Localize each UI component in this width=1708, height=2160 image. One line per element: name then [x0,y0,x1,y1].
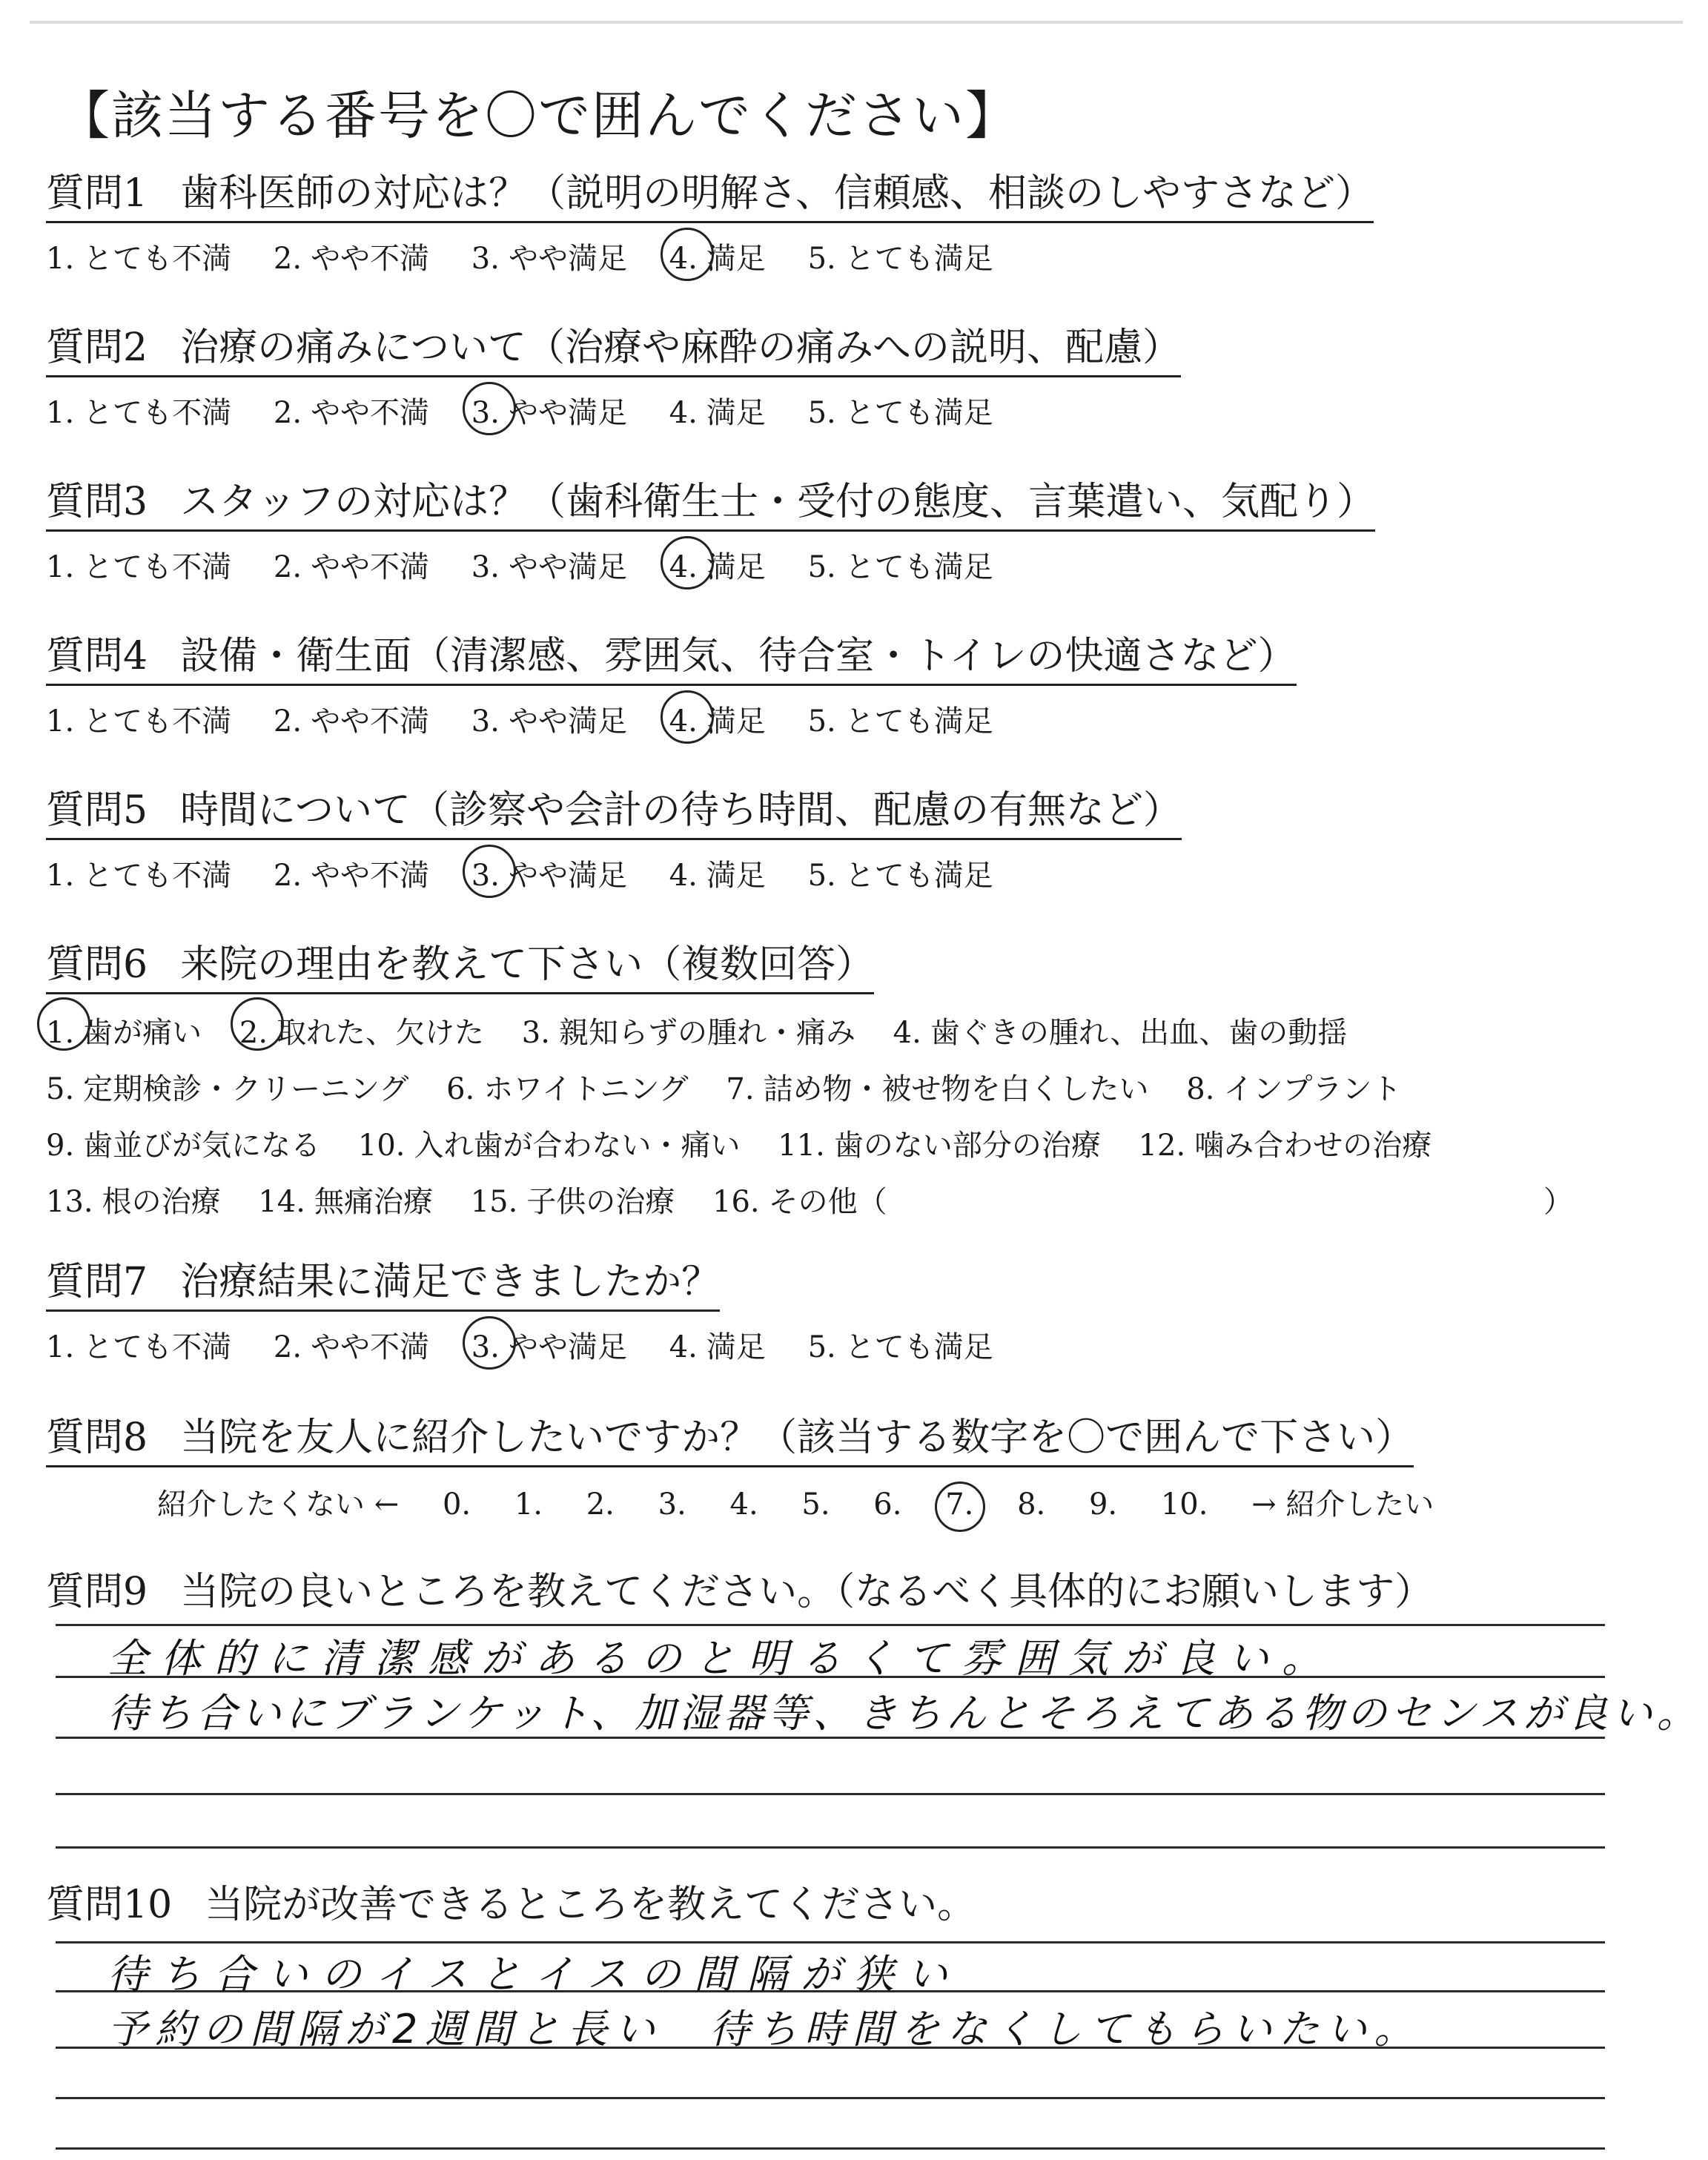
question-text: 設備・衛生面（清潔感、雰囲気、待合室・トイレの快適さなど） [180,634,1297,678]
option-3-circled[interactable]: 3. やや満足 [471,858,627,893]
reason-11[interactable]: 11. 歯のない部分の治療 [778,1128,1101,1163]
option-1[interactable]: 1. とても不満 [46,858,232,893]
question-2-title [46,326,1181,377]
question-label: 質問5 [46,788,148,833]
option-2[interactable]: 2. やや不満 [273,858,430,893]
scale-3[interactable]: 3. [658,1487,686,1522]
option-4-circled[interactable]: 4. 満足 [669,549,766,584]
scale-2[interactable]: 2. [586,1487,615,1522]
question-5-title [46,789,1182,840]
reason-6[interactable]: 6. ホワイトニング [446,1071,689,1106]
question-text: スタッフの対応は？（歯科衛生士・受付の態度、言葉遣い、気配り） [180,480,1376,524]
question-label: 質問7 [46,1260,148,1304]
scale-9[interactable]: 9. [1088,1487,1118,1522]
question-2 [46,326,1181,432]
scale-7-circled[interactable]: 7. [945,1487,974,1522]
question-label: 質問1 [46,171,148,216]
q10-handwritten-line-2: 予約の間隔が2週間と長い 待ち時間をなくしてもらいたい。 [107,2006,1422,2052]
reason-16-other[interactable]: 16. その他（ [712,1184,887,1219]
question-9 [46,1571,1433,1619]
answer-options [46,389,1181,432]
q10-answer-area[interactable] [56,1928,1605,2150]
question-text: 治療結果に満足できましたか？ [180,1260,721,1304]
option-2[interactable]: 2. やや不満 [273,241,430,276]
q9-handwritten-line-2: 待ち合いにブランケット、加湿器等、きちんとそろえてある物のセンスが良い。 [107,1690,1701,1737]
option-1[interactable]: 1. とても不満 [46,704,232,739]
top-rule [30,21,1683,24]
question-7 [46,1261,1026,1366]
reason-row-1 [46,1005,1662,1061]
option-3[interactable]: 3. やや満足 [471,549,627,584]
question-text: 当院を友人に紹介したいですか？（該当する数字を〇で囲んで下さい） [180,1416,1414,1460]
scale-8[interactable]: 8. [1017,1487,1046,1522]
option-5[interactable]: 5. とても満足 [807,241,993,276]
question-8-title [46,1416,1414,1467]
answer-options [46,698,1297,740]
question-9-title [46,1571,1433,1619]
answer-options [46,852,1182,894]
option-5[interactable]: 5. とても満足 [807,395,993,430]
recommend-scale [46,1481,1468,1523]
option-5[interactable]: 5. とても満足 [807,858,993,893]
question-label: 質問8 [46,1416,148,1460]
reason-options [46,1005,1662,1230]
q10-handwritten-line-1: 待ち合いのイスとイスの間隔が狭い [107,1951,961,1998]
reason-13[interactable]: 13. 根の治療 [46,1184,221,1219]
question-10-title [46,1883,976,1932]
option-4-circled[interactable]: 4. 満足 [669,241,766,276]
answer-options [46,544,1375,586]
reason-7[interactable]: 7. 詰め物・被せ物を白くしたい [726,1071,1149,1106]
question-1-title [46,172,1374,223]
option-3[interactable]: 3. やや満足 [471,241,627,276]
option-5[interactable]: 5. とても満足 [807,549,993,584]
answer-line [56,2147,1605,2150]
reason-9[interactable]: 9. 歯並びが気になる [46,1128,321,1163]
question-label: 質問2 [46,326,148,370]
answer-line [56,1793,1605,1795]
question-3 [46,480,1375,586]
option-1[interactable]: 1. とても不満 [46,1330,232,1364]
page-heading: 【該当する番号を〇で囲んでください】 [58,85,1019,146]
question-4 [46,635,1297,740]
option-4[interactable]: 4. 満足 [669,858,766,893]
scale-left-label: 紹介したくない ← [157,1487,400,1522]
reason-row-3 [46,1117,1662,1174]
option-4[interactable]: 4. 満足 [669,1330,766,1364]
reason-15[interactable]: 15. 子供の治療 [470,1184,675,1219]
option-3[interactable]: 3. やや満足 [471,704,627,739]
other-close-paren: ） [1543,1184,1573,1219]
option-2[interactable]: 2. やや不満 [273,704,430,739]
question-label: 質問4 [46,634,148,678]
scale-5[interactable]: 5. [801,1487,830,1522]
question-label: 質問10 [46,1883,173,1927]
reason-row-4 [46,1174,1662,1230]
q9-answer-area[interactable] [56,1616,1701,1869]
scale-1[interactable]: 1. [514,1487,543,1522]
option-3-circled[interactable]: 3. やや満足 [471,395,627,430]
reason-5[interactable]: 5. 定期検診・クリーニング [46,1071,409,1106]
question-6-title [46,943,874,994]
option-2[interactable]: 2. やや不満 [273,1330,430,1364]
question-label: 質問3 [46,480,148,524]
option-4[interactable]: 4. 満足 [669,395,766,430]
option-1[interactable]: 1. とても不満 [46,241,232,276]
option-5[interactable]: 5. とても満足 [807,704,993,739]
question-text: 当院の良いところを教えてください。（なるべく具体的にお願いします） [180,1570,1434,1614]
reason-14[interactable]: 14. 無痛治療 [258,1184,433,1219]
option-2[interactable]: 2. やや不満 [273,395,430,430]
scale-right-label: → 紹介したい [1251,1487,1434,1522]
reason-8[interactable]: 8. インプラント [1186,1071,1402,1106]
question-8 [46,1416,1468,1523]
question-text: 当院が改善できるところを教えてください。 [205,1883,976,1927]
question-1 [46,172,1374,277]
question-6 [46,943,1662,1230]
question-text: 歯科医師の対応は？（説明の明解さ、信頼感、相談のしやすさなど） [180,171,1374,216]
option-1[interactable]: 1. とても不満 [46,549,232,584]
reason-2-circled[interactable]: 2. 取れた、欠けた [239,1005,484,1061]
reason-4[interactable]: 4. 歯ぐきの腫れ、出血、歯の動揺 [893,1015,1348,1050]
reason-3[interactable]: 3. 親知らずの腫れ・痛み [521,1015,855,1050]
option-4-circled[interactable]: 4. 満足 [669,704,766,739]
reason-1-circled[interactable]: 1. 歯が痛い [46,1005,202,1061]
question-3-title [46,480,1375,532]
scale-6[interactable]: 6. [873,1487,902,1522]
answer-line [56,2097,1605,2099]
q9-handwritten-line-1: 全体的に清潔感があるのと明るくて雰囲気が良い。 [107,1635,1335,1682]
reason-12[interactable]: 12. 噛み合わせの治療 [1138,1128,1432,1163]
answer-options [46,235,1374,277]
option-2[interactable]: 2. やや不満 [273,549,430,584]
option-1[interactable]: 1. とても不満 [46,395,232,430]
question-text: 時間について（診察や会計の待ち時間、配慮の有無など） [180,788,1182,833]
answer-options [46,1324,1026,1366]
question-text: 来院の理由を教えて下さい（複数回答） [180,942,875,987]
scale-10[interactable]: 10. [1160,1487,1208,1522]
reason-row-2 [46,1061,1662,1117]
scale-0[interactable]: 0. [442,1487,471,1522]
answer-line [56,1846,1605,1849]
option-5[interactable]: 5. とても満足 [807,1330,993,1364]
scale-4[interactable]: 4. [729,1487,758,1522]
option-3-circled[interactable]: 3. やや満足 [471,1330,627,1364]
question-label: 質問9 [46,1570,148,1614]
question-label: 質問6 [46,942,148,987]
question-text: 治療の痛みについて（治療や麻酔の痛みへの説明、配慮） [180,326,1182,370]
question-4-title [46,635,1297,686]
question-7-title [46,1261,720,1312]
question-5 [46,789,1182,894]
reason-10[interactable]: 10. 入れ歯が合わない・痛い [357,1128,741,1163]
answer-line [56,1624,1605,1626]
question-10 [46,1883,976,1932]
